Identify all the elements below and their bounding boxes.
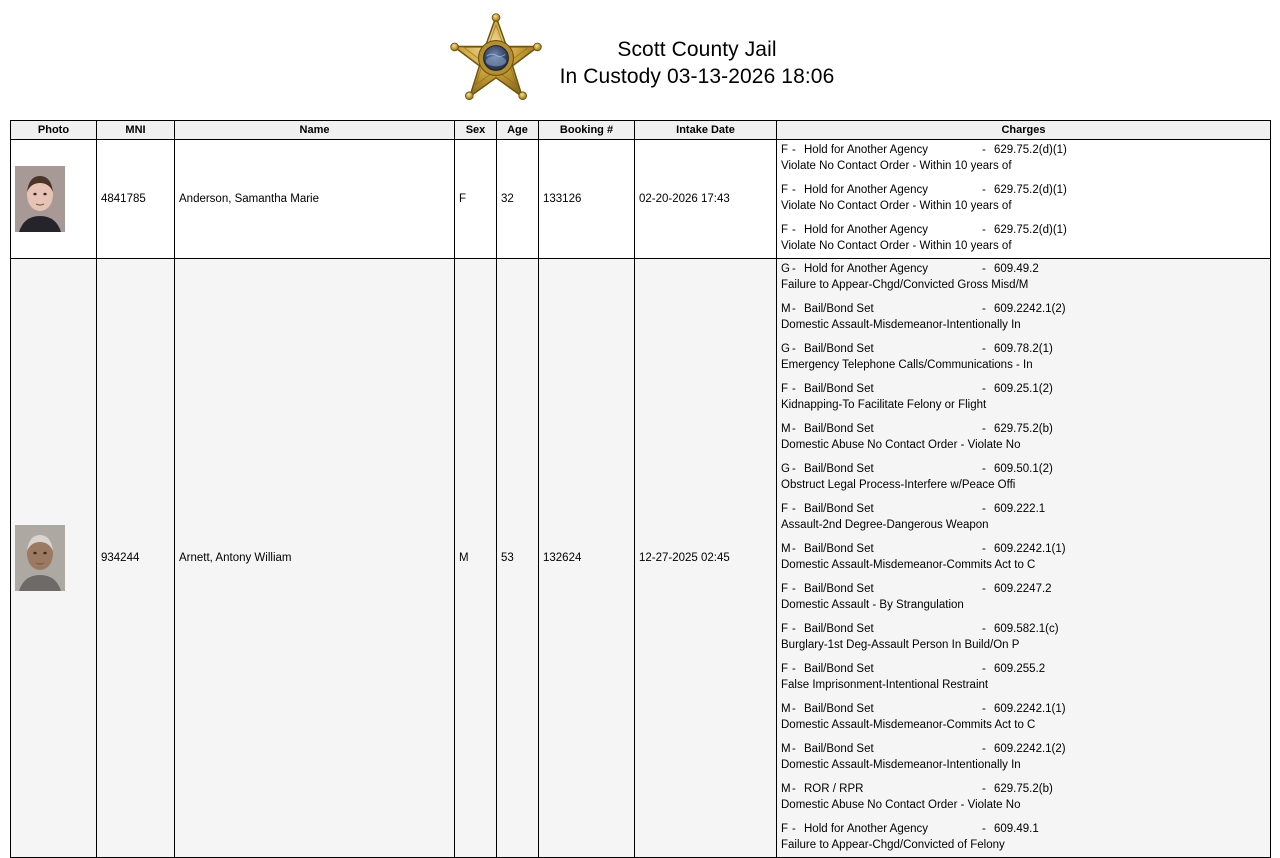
charge-description: Domestic Assault-Misdemeanor-Commits Act to C <box>781 559 1036 571</box>
charge-separator: - <box>982 583 986 595</box>
charge-level: F <box>781 144 789 156</box>
charge-status: Hold for Another Agency <box>804 184 929 196</box>
roster-body <box>11 140 1271 858</box>
charge-separator: - <box>982 224 986 236</box>
column-header-name[interactable]: Name <box>175 121 455 140</box>
charge-description: Domestic Assault-Misdemeanor-Intentionally In <box>781 319 1021 331</box>
cell-name: Arnett, Antony William <box>175 259 455 858</box>
charge-level: M <box>781 783 791 795</box>
charge-separator: - <box>792 184 796 196</box>
charge-entry <box>781 701 1266 733</box>
cell-mni: 934244 <box>97 259 175 858</box>
charge-statute: 609.2242.1(2) <box>994 743 1066 755</box>
charge-entry <box>781 581 1266 613</box>
charge-entry <box>781 741 1266 773</box>
charge-entry <box>781 501 1266 533</box>
charge-separator: - <box>792 343 796 355</box>
cell-charges <box>777 259 1271 858</box>
charge-separator: - <box>982 703 986 715</box>
charge-status: Bail/Bond Set <box>804 423 874 435</box>
charge-status: Bail/Bond Set <box>804 583 874 595</box>
charge-description: Domestic Assault - By Strangulation <box>781 599 964 611</box>
charge-entry <box>781 781 1266 813</box>
charge-description: False Imprisonment-Intentional Restraint <box>781 679 989 691</box>
charge-statute: 629.75.2(b) <box>994 423 1053 435</box>
charge-separator: - <box>792 303 796 315</box>
charge-entry <box>781 661 1266 693</box>
charge-separator: - <box>982 263 986 275</box>
charge-status: Hold for Another Agency <box>804 823 929 835</box>
charge-statute: 609.2242.1(2) <box>994 303 1066 315</box>
charge-separator: - <box>792 823 796 835</box>
charge-statute: 609.49.1 <box>994 823 1039 835</box>
charge-separator: - <box>792 663 796 675</box>
charge-statute: 629.75.2(d)(1) <box>994 184 1067 196</box>
charge-separator: - <box>982 663 986 675</box>
charge-statute: 609.50.1(2) <box>994 463 1053 475</box>
charge-statute: 609.582.1(c) <box>994 623 1059 635</box>
charge-status: Bail/Bond Set <box>804 703 874 715</box>
charge-separator: - <box>792 583 796 595</box>
charge-separator: - <box>982 343 986 355</box>
column-header-sex[interactable]: Sex <box>455 121 497 140</box>
charge-entry <box>781 182 1266 214</box>
column-header-mni[interactable]: MNI <box>97 121 175 140</box>
charge-status: Bail/Bond Set <box>804 343 874 355</box>
charge-separator: - <box>982 423 986 435</box>
charge-header-line <box>781 661 1266 677</box>
charge-status: Hold for Another Agency <box>804 263 929 275</box>
charge-description: Domestic Abuse No Contact Order - Violate No <box>781 439 1021 451</box>
charge-level: M <box>781 543 791 555</box>
cell-booking: 133126 <box>539 140 635 259</box>
charge-status: ROR / RPR <box>804 783 864 795</box>
charge-level: M <box>781 743 791 755</box>
charge-separator: - <box>792 703 796 715</box>
charge-entry <box>781 821 1266 853</box>
column-header-age[interactable]: Age <box>497 121 539 140</box>
charge-separator: - <box>982 743 986 755</box>
charge-level: F <box>781 383 789 395</box>
charge-separator: - <box>792 543 796 555</box>
charge-separator: - <box>792 783 796 795</box>
charge-description: Domestic Assault-Misdemeanor-Commits Act to C <box>781 719 1036 731</box>
charge-entry <box>781 461 1266 493</box>
charge-description: Failure to Appear-Chgd/Convicted Gross Misd/M <box>781 279 1029 291</box>
charge-entry <box>781 621 1266 653</box>
charge-description: Kidnapping-To Facilitate Felony or Flight <box>781 399 987 411</box>
charge-separator: - <box>982 184 986 196</box>
charge-statute: 629.75.2(d)(1) <box>994 144 1067 156</box>
charge-statute: 609.2247.2 <box>994 583 1052 595</box>
charge-separator: - <box>982 543 986 555</box>
charge-separator: - <box>982 623 986 635</box>
charge-header-line <box>781 581 1266 597</box>
page-subtitle: In Custody 03-13-2026 18:06 <box>559 65 835 88</box>
charge-entry <box>781 301 1266 333</box>
charge-status: Bail/Bond Set <box>804 463 874 475</box>
charge-entry <box>781 142 1266 174</box>
in-custody-roster-table <box>10 120 1271 858</box>
charge-level: F <box>781 663 789 675</box>
charge-separator: - <box>982 783 986 795</box>
charge-header-line <box>781 261 1266 277</box>
cell-mni: 4841785 <box>97 140 175 259</box>
charge-header-line <box>781 621 1266 637</box>
cell-photo[interactable] <box>11 140 97 259</box>
charge-statute: 609.49.2 <box>994 263 1039 275</box>
charge-status: Bail/Bond Set <box>804 663 874 675</box>
charge-header-line <box>781 461 1266 477</box>
charge-header-line <box>781 182 1266 198</box>
mugshot-anderson-samantha-marie <box>15 166 65 232</box>
charge-level: F <box>781 823 789 835</box>
column-header-charges[interactable]: Charges <box>777 121 1271 140</box>
charge-statute: 609.2242.1(1) <box>994 703 1066 715</box>
cell-sex: F <box>455 140 497 259</box>
charge-statute: 609.2242.1(1) <box>994 543 1066 555</box>
cell-booking: 132624 <box>539 259 635 858</box>
charge-level: F <box>781 224 789 236</box>
charge-level: F <box>781 623 789 635</box>
charge-entry <box>781 261 1266 293</box>
charge-entry <box>781 381 1266 413</box>
charge-status: Bail/Bond Set <box>804 383 874 395</box>
charge-header-line <box>781 381 1266 397</box>
charge-header-line <box>781 781 1266 797</box>
charge-description: Violate No Contact Order - Within 10 years of <box>781 160 1012 172</box>
charge-separator: - <box>792 224 796 236</box>
charge-statute: 609.255.2 <box>994 663 1046 675</box>
charge-separator: - <box>792 144 796 156</box>
charge-statute: 609.222.1 <box>994 503 1046 515</box>
charge-description: Emergency Telephone Calls/Communications - In <box>781 359 1033 371</box>
charge-statute: 629.75.2(d)(1) <box>994 224 1067 236</box>
cell-intake: 12-27-2025 02:45 <box>635 259 777 858</box>
charge-level: G <box>781 343 790 355</box>
sheriff-star-badge-icon <box>446 8 546 108</box>
charge-statute: 609.25.1(2) <box>994 383 1053 395</box>
cell-age: 53 <box>497 259 539 858</box>
charge-header-line <box>781 421 1266 437</box>
charge-status: Bail/Bond Set <box>804 503 874 515</box>
charge-separator: - <box>792 263 796 275</box>
charge-header-line <box>781 341 1266 357</box>
charge-header-line <box>781 222 1266 238</box>
charge-separator: - <box>792 463 796 475</box>
charge-level: G <box>781 263 790 275</box>
charge-entry <box>781 541 1266 573</box>
table-header-row <box>11 121 1271 140</box>
charge-level: F <box>781 583 789 595</box>
charge-status: Hold for Another Agency <box>804 144 929 156</box>
charge-separator: - <box>982 823 986 835</box>
charge-header-line <box>781 142 1266 158</box>
charge-description: Domestic Abuse No Contact Order - Violate No <box>781 799 1021 811</box>
column-header-intake[interactable]: Intake Date <box>635 121 777 140</box>
charge-status: Bail/Bond Set <box>804 743 874 755</box>
charge-description: Violate No Contact Order - Within 10 years of <box>781 240 1012 252</box>
charge-level: M <box>781 423 791 435</box>
page-header <box>0 0 1280 120</box>
cell-charges <box>777 140 1271 259</box>
charge-level: M <box>781 703 791 715</box>
charge-description: Violate No Contact Order - Within 10 years of <box>781 200 1012 212</box>
charge-description: Burglary-1st Deg-Assault Person In Build/On P <box>781 639 1020 651</box>
charge-separator: - <box>982 383 986 395</box>
title-block <box>560 8 835 90</box>
charge-status: Bail/Bond Set <box>804 543 874 555</box>
charge-header-line <box>781 501 1266 517</box>
charge-header-line <box>781 821 1266 837</box>
mugshot-arnett-antony-william <box>15 525 65 591</box>
charge-separator: - <box>792 503 796 515</box>
table-row[interactable] <box>11 259 1271 858</box>
cell-age: 32 <box>497 140 539 259</box>
charge-statute: 609.78.2(1) <box>994 343 1053 355</box>
charge-header-line <box>781 541 1266 557</box>
charge-separator: - <box>982 144 986 156</box>
charge-separator: - <box>982 463 986 475</box>
charge-status: Bail/Bond Set <box>804 623 874 635</box>
roster-container <box>0 120 1280 858</box>
charge-header-line <box>781 741 1266 757</box>
table-row[interactable] <box>11 140 1271 259</box>
charge-entry <box>781 222 1266 254</box>
charge-status: Bail/Bond Set <box>804 303 874 315</box>
cell-intake: 02-20-2026 17:43 <box>635 140 777 259</box>
charge-level: F <box>781 503 789 515</box>
column-header-booking[interactable]: Booking # <box>539 121 635 140</box>
charge-separator: - <box>792 383 796 395</box>
charge-header-line <box>781 301 1266 317</box>
charge-separator: - <box>792 423 796 435</box>
charge-header-line <box>781 701 1266 717</box>
charge-status: Hold for Another Agency <box>804 224 929 236</box>
charge-level: F <box>781 184 789 196</box>
cell-name: Anderson, Samantha Marie <box>175 140 455 259</box>
page-title: Scott County Jail <box>617 38 777 61</box>
charge-separator: - <box>982 303 986 315</box>
charge-level: G <box>781 463 790 475</box>
charge-level: M <box>781 303 791 315</box>
charge-description: Domestic Assault-Misdemeanor-Intentionally In <box>781 759 1021 771</box>
charge-statute: 629.75.2(b) <box>994 783 1053 795</box>
cell-photo[interactable] <box>11 259 97 858</box>
charge-separator: - <box>792 623 796 635</box>
cell-sex: M <box>455 259 497 858</box>
charge-separator: - <box>792 743 796 755</box>
charge-description: Obstruct Legal Process-Interfere w/Peace Offi <box>781 479 1016 491</box>
charge-entry <box>781 341 1266 373</box>
column-header-photo[interactable]: Photo <box>11 121 97 140</box>
charge-description: Failure to Appear-Chgd/Convicted of Felony <box>781 839 1005 851</box>
charge-description: Assault-2nd Degree-Dangerous Weapon <box>781 519 989 531</box>
charge-separator: - <box>982 503 986 515</box>
charge-entry <box>781 421 1266 453</box>
